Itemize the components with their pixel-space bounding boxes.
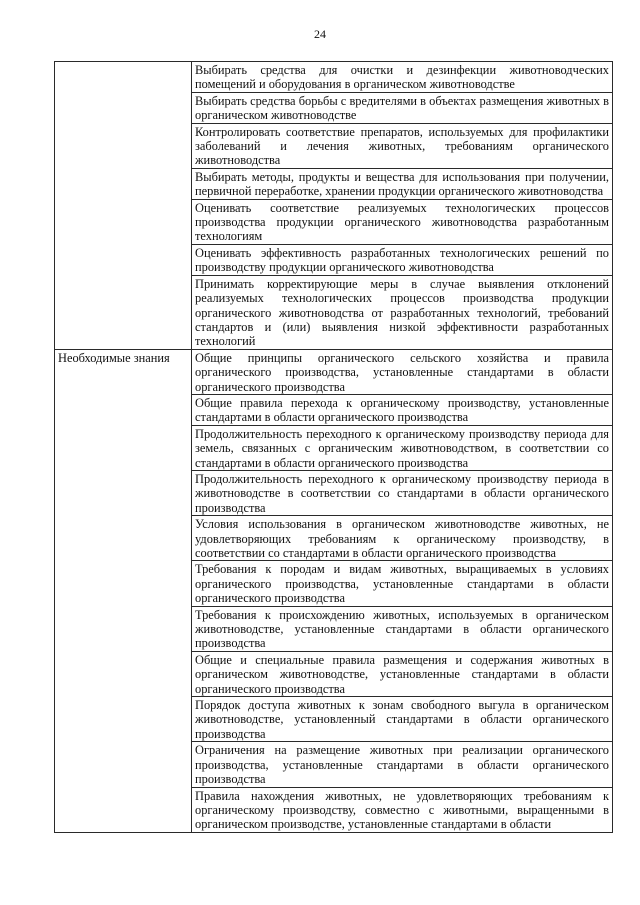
- knowledge-item: Общие правила перехода к органическому производству, установленные стандартами в области органического производства: [192, 394, 613, 425]
- skill-item: Контролировать соответствие препаратов, используемых для профилактики заболеваний и лечения животных, требованиям органического животноводства: [192, 123, 613, 168]
- skills-label-cell: [55, 62, 192, 350]
- knowledge-item: Общие принципы органического сельского хозяйства и правила органического производства, установленные стандартами в области органического производства: [192, 349, 613, 394]
- table-row: [55, 62, 613, 93]
- skill-item: Оценивать соответствие реализуемых технологических процессов производства продукции органического животноводства разработанным технологиям: [192, 199, 613, 244]
- skill-item: Оценивать эффективность разработанных технологических решений по производству продукции органического животноводства: [192, 244, 613, 275]
- knowledge-item: Условия использования в органическом животноводстве животных, не удовлетворяющих требованиям к органическому производству, в соответствии со стандартами в области органического производства: [192, 516, 613, 561]
- skill-item: Принимать корректирующие меры в случае выявления отклонений реализуемых технологических процессов производства продукции органического животноводства от разработанных технологий, требований стандартов и (или) выявления низкой эффективности разработанных технологий: [192, 275, 613, 349]
- knowledge-item: Продолжительность переходного к органическому производству периода для земель, связанных с органическим животноводством, в соответствии со стандартами в области органического производства: [192, 425, 613, 470]
- knowledge-item: Общие и специальные правила размещения и содержания животных в органическом животноводстве, установленные стандартами в области органического производства: [192, 651, 613, 696]
- skill-item: Выбирать средства для очистки и дезинфекции животноводческих помещений и оборудования в органическом животноводстве: [192, 62, 613, 93]
- knowledge-item: Требования к породам и видам животных, выращиваемых в условиях органического производства, установленные стандартами в области органического производства: [192, 561, 613, 606]
- skill-item: Выбирать средства борьбы с вредителями в объектах размещения животных в органическом животноводстве: [192, 92, 613, 123]
- knowledge-item: Правила нахождения животных, не удовлетворяющих требованиям к органическому производству, совместно с животными, выращенными в органическом производстве, установленные стандартами в области: [192, 787, 613, 832]
- competency-table: [54, 61, 613, 833]
- page-number: 24: [314, 27, 326, 41]
- knowledge-item: Требования к происхождению животных, используемых в органическом животноводстве, установленные стандартами в области органического производства: [192, 606, 613, 651]
- table-row: [55, 349, 613, 394]
- knowledge-item: Порядок доступа животных к зонам свободного выгула в органическом животноводстве, установленный стандартами в области органического производства: [192, 697, 613, 742]
- knowledge-label-cell: Необходимые знания: [55, 349, 192, 832]
- knowledge-item: Продолжительность переходного к органическому производству периода в животноводстве в соответствии со стандартами в области органического производства: [192, 470, 613, 515]
- knowledge-item: Ограничения на размещение животных при реализации органического производства, установленные стандартами в области органического производства: [192, 742, 613, 787]
- skill-item: Выбирать методы, продукты и вещества для использования при получении, первичной переработке, хранении продукции органического животноводства: [192, 168, 613, 199]
